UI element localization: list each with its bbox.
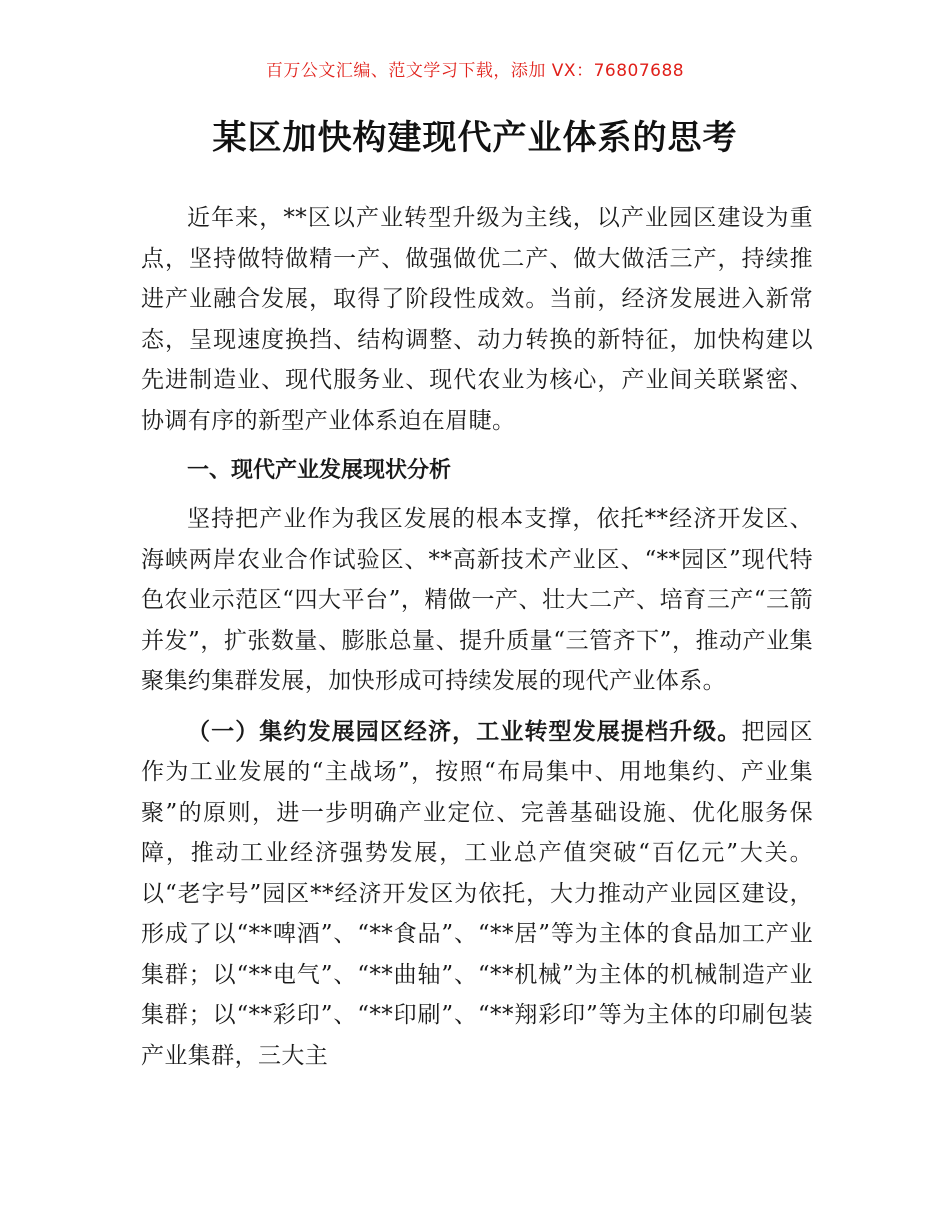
section-heading: 一、现代产业发展现状分析 [187,458,452,483]
document-title: 某区加快构建现代产业体系的思考 [212,118,738,158]
subsection-lead: （一）集约发展园区经济，工业转型发展提档升级。 [187,718,742,745]
subsection-paragraph [141,712,813,1077]
document-body [141,198,813,1076]
section-paragraph: 坚持把产业作为我区发展的根本支撑，依托**经济开发区、海峡两岸农业合作试验区、**高新技术产业区、“**园区”现代特色农业示范区“四大平台”，精做一产、壮大二产、培育三产“三箭并发”，扩张数量、膨胀总量、提升质量“三管齐下”，推动产业集聚集约集群发展，加快形成可持续发展的现代产业体系。 [141,506,813,694]
intro-paragraph: 近年来，**区以产业转型升级为主线，以产业园区建设为重点，坚持做特做精一产、做强做优二产、做大做活三产，持续推进产业融合发展，取得了阶段性成效。当前，经济发展进入新常态，呈现速度换挡、结构调整、动力转换的新特征，加快构建以先进制造业、现代服务业、现代农业为核心，产业间关联紧密、协调有序的新型产业体系迫在眉睫。 [141,205,813,434]
watermark-text: 百万公文汇编、范文学习下载，添加 VX：76807688 [265,61,685,81]
subsection-text: 把园区作为工业发展的“主战场”，按照“布局集中、用地集约、产业集聚”的原则，进一步明确产业定位、完善基础设施、优化服务保障，推动工业经济强势发展，工业总产值突破“百亿元”大关。以“老字号”园区**经济开发区为依托，大力推动产业园区建设，形成了以“**啤酒”、“**食品”、“**居”等为主体的食品加工产业集群；以“**电气”、“**曲轴”、“**机械”为主体的机械制造产业集群；以“**彩印”、“**印刷”、“**翔彩印”等为主体的印刷包装产业集群，三大主 [141,718,813,1069]
